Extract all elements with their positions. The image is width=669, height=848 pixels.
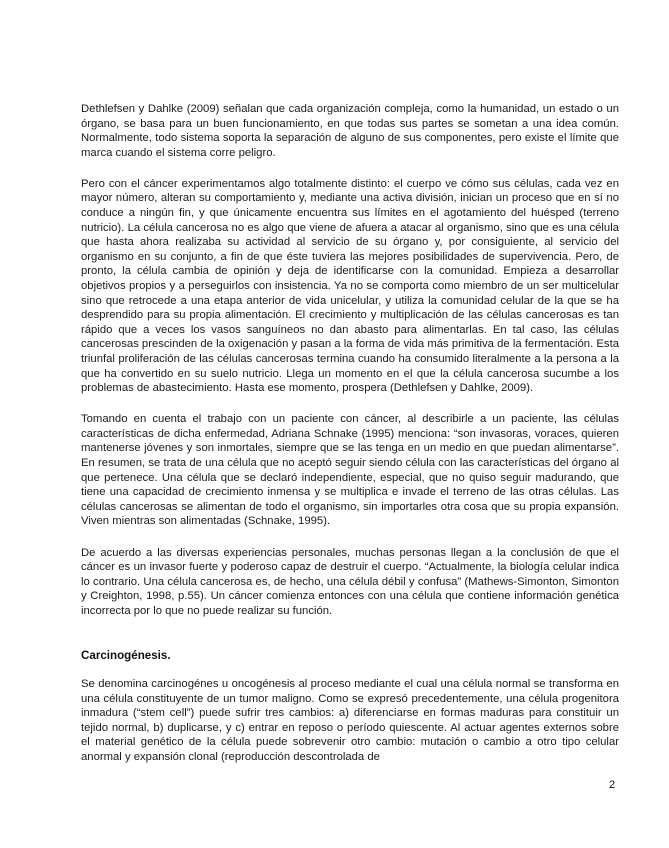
page-number: 2 [609,779,616,791]
section-heading-carcinogenesis: Carcinogénesis. [81,648,171,662]
page-content [81,102,619,781]
paragraph-dethlefsen-dahlke: Dethlefsen y Dahlke (2009) señalan que cada organización compleja, como la humanidad, un estado o un órgano, se basa para un buen funcionamiento, en que todas sus partes se sometan a una idea común. Normalmente, todo sistema soporta la separación de alguno de sus componentes, pero existe el límite que marca cuando el sistema corre peligro. [81,103,619,159]
paragraph-schnake: Tomando en cuenta el trabajo con un paciente con cáncer, al describirle a un paciente, las células características de dicha enfermedad, Adriana Schnake (1995) menciona: “son invasoras, voraces, quieren mantenerse jóvenes y son inmortales, siempre que se las tenga en un medio en que puedan alimentarse”. En resumen, se trata de una célula que no aceptó seguir siendo célula con las características del órgano al que pertenece. Una célula que se declaró independiente, especial, que no quiso seguir madurando, que tiene una capacidad de crecimiento inmensa y se multiplica e invade el terreno de las otras células. Las células cancerosas se alimentan de todo el organismo, sin importarles otra cosa que su propia expansión. Viven mientras son alimentadas (Schnake, 1995). [81,413,619,528]
paragraph-cancer-behavior: Pero con el cáncer experimentamos algo totalmente distinto: el cuerpo ve cómo sus células, cada vez en mayor número, alteran su comportamiento y, mediante una activa división, inician un proceso que en sí no conduce a ningún fin, y que únicamente encuentra sus límites en el agotamiento del huésped (terreno nutricio). La célula cancerosa no es algo que viene de afuera a atacar al organismo, sino que es una célula que hasta ahora realizaba su actividad al servicio de su órgano y, por consiguiente, al servicio del organismo en su conjunto, a fin de que éste tuviera las mejores posibilidades de supervivencia. Pero, de pronto, la célula cambia de opinión y deja de identificarse con la comunidad. Empieza a desarrollar objetivos propios y a perseguirlos con insistencia. Ya no se comporta como miembro de un ser multicelular sino que retrocede a una etapa anterior de vida unicelular, y utiliza la comunidad celular de la que se ha desprendido para su propia alimentación. El crecimiento y multiplicación de las células cancerosas es tan rápido que a veces los vasos sanguíneos no dan abasto para alimentarlas. En tal caso, las células cancerosas prescinden de la oxigenación y pasan a la forma de vida más primitiva de la fermentación. Esta triunfal proliferación de las células cancerosas termina cuando ha consumido literalmente a la persona a la que ha convertido en su suelo nutricio. Llega un momento en el que la célula cancerosa sucumbe a los problemas de abastecimiento. Hasta ese momento, prospera (Dethlefsen y Dahlke, 2009). [81,177,619,395]
paragraph-carcinogenesis: Se denomina carcinogénes u oncogénesis al proceso mediante el cual una célula normal se transforma en una célula constituyente de un tumor maligno. Como se expresó precedentemente, una célula progenitora inmadura (“stem cell”) puede sufrir tres cambios: a) diferenciarse en formas maduras para constituir un tejido normal, b) duplicarse, y c) entrar en reposo o período quiescente. Al actuar agentes externos sobre el material genético de la célula puede sobrevenir otro cambio: mutación o cambio a otro tipo celular anormal y expansión clonal (reproducción descontrolada de [81,678,619,764]
paragraph-personal-experiences: De acuerdo a las diversas experiencias personales, muchas personas llegan a la conclusión de que el cáncer es un invasor fuerte y poderoso capaz de destruir el cuerpo. “Actualmente, la biología celular indica lo contrario. Una célula cancerosa es, de hecho, una célula débil y confusa” (Mathews-Simonton, Simonton y Creighton, 1998, p.55). Un cáncer comienza entonces con una célula que contiene información genética incorrecta por lo que no puede realizar su función. [81,546,619,617]
